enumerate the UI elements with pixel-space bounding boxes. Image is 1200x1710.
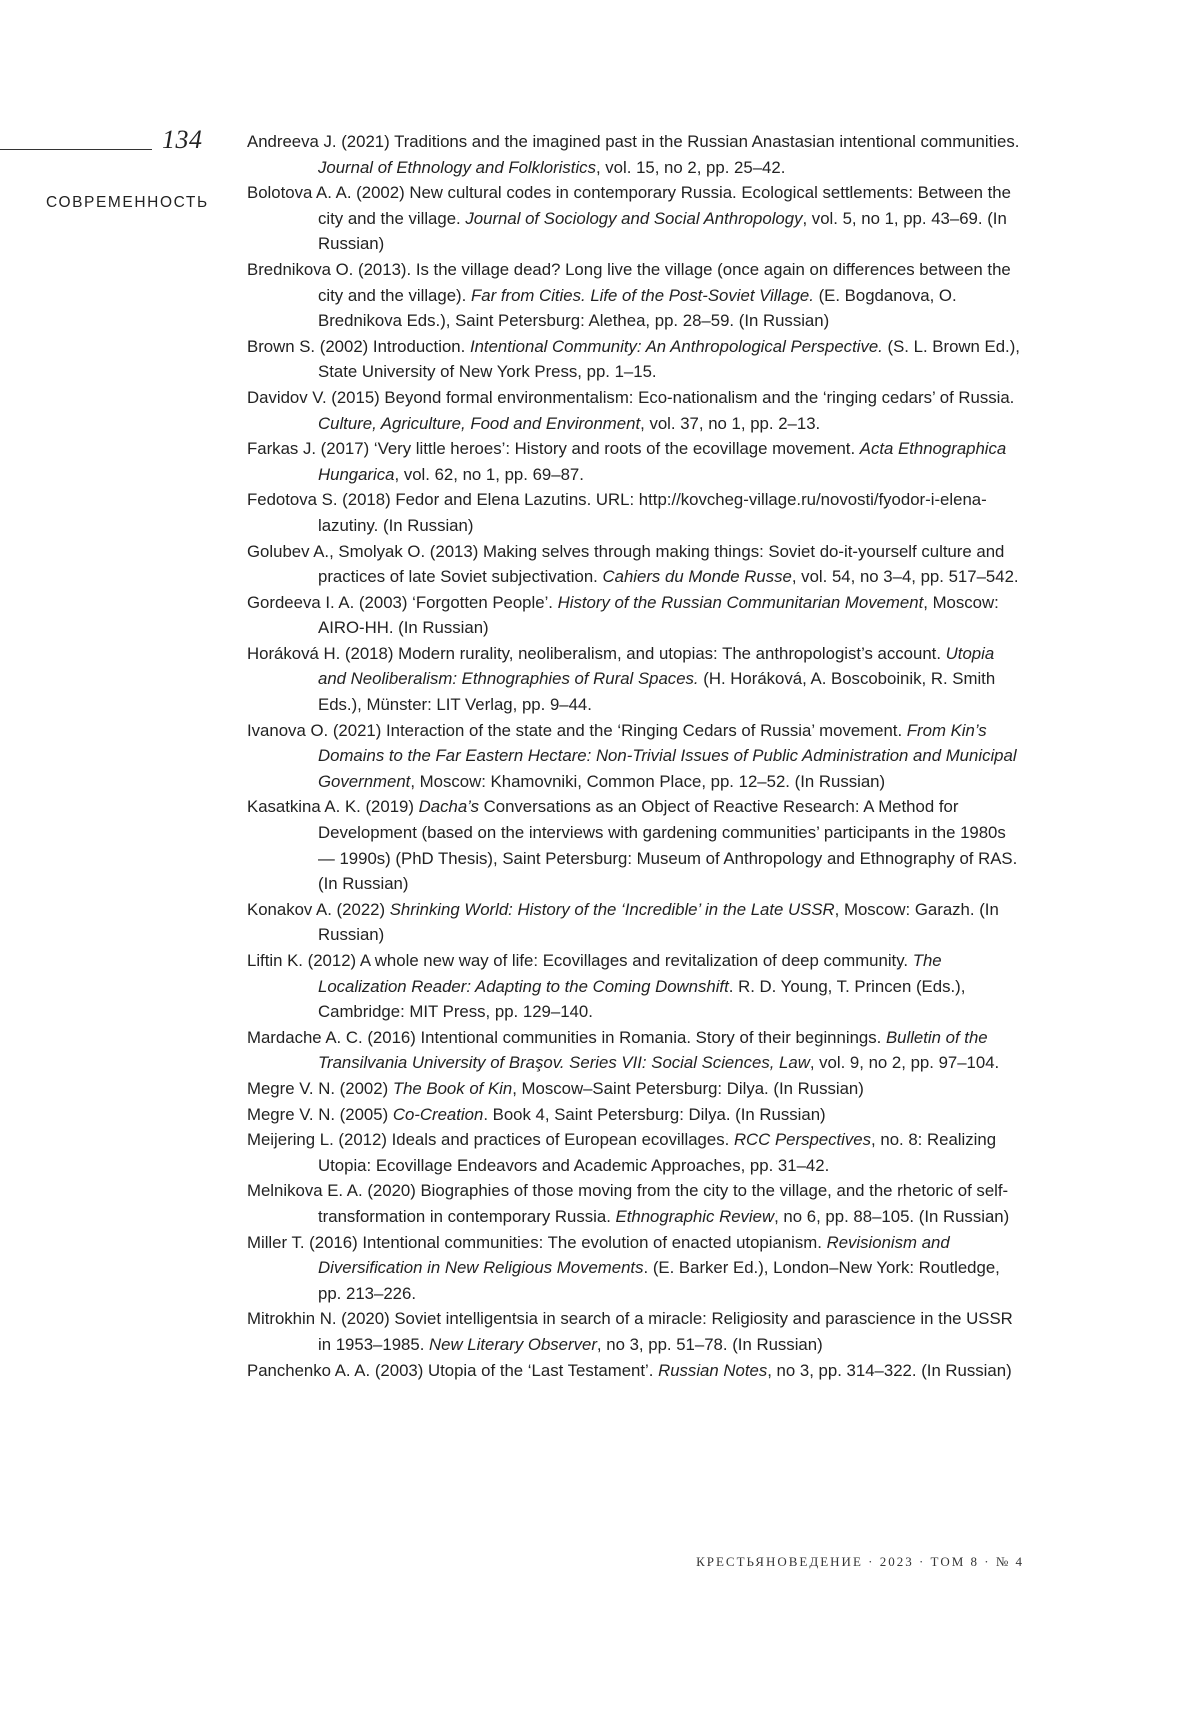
reference-item bbox=[247, 334, 1024, 385]
reference-text: Brednikova O. (2013). Is the village dead? Long live the village (once again on differences between the city and the village). bbox=[247, 259, 1011, 305]
reference-source-title: Journal of Sociology and Social Anthropology bbox=[465, 208, 803, 228]
reference-text: Fedotova S. (2018) Fedor and Elena Lazutins. URL: http://kovcheg-village.ru/novosti/fyodor-i-elena-lazutiny. (In Russian) bbox=[247, 490, 987, 535]
reference-text: Bolotova A. A. (2002) New cultural codes in contemporary Russia. Ecological settlements: Between the city and the village. bbox=[247, 183, 1011, 228]
reference-text: Ivanova O. (2021) Interaction of the state and the ‘Ringing Cedars of Russia’ movement. bbox=[247, 720, 907, 740]
reference-text: Liftin K. (2012) A whole new way of life: Ecovillages and revitalization of deep community. bbox=[247, 951, 913, 970]
reference-text: Gordeeva I. A. (2003) ‘Forgotten People’. bbox=[247, 592, 558, 612]
reference-details: . Book 4, Saint Petersburg: Dilya. (In Russian) bbox=[483, 1104, 826, 1124]
reference-item bbox=[247, 897, 1024, 948]
reference-source-title: The Book of Kin bbox=[392, 1078, 513, 1098]
reference-text: Panchenko A. A. (2003) Utopia of the ‘Last Testament’. bbox=[247, 1360, 659, 1380]
reference-details: (H. Horáková, A. Boscoboinik, R. Smith Eds.), Münster: LIT Verlag, pp. 9–44. bbox=[318, 669, 996, 715]
reference-item bbox=[247, 539, 1024, 590]
reference-details: . R. D. Young, T. Princen (Eds.), Cambridge: MIT Press, pp. 129–140. bbox=[318, 976, 966, 1022]
reference-details: , vol. 37, no 1, pp. 2–13. bbox=[640, 413, 821, 433]
reference-details: , Moscow: AIRO-HH. (In Russian) bbox=[318, 592, 999, 638]
reference-source-title: History of the Russian Communitarian Movement bbox=[557, 592, 924, 612]
reference-text: Brown S. (2002) Introduction. bbox=[247, 336, 470, 356]
reference-details: , Moscow–Saint Petersburg: Dilya. (In Russian) bbox=[512, 1078, 864, 1098]
reference-details: . (E. Barker Ed.), London–New York: Routledge, pp. 213–226. bbox=[318, 1258, 1000, 1303]
reference-text: Meijering L. (2012) Ideals and practices of European ecovillages. bbox=[247, 1130, 734, 1150]
reference-details: (S. L. Brown Ed.), State University of New York Press, pp. 1–15. bbox=[318, 336, 1020, 382]
reference-text: Mardache A. C. (2016) Intentional communities in Romania. Story of their beginnings. bbox=[247, 1027, 886, 1047]
reference-details: , vol. 62, no 1, pp. 69–87. bbox=[394, 464, 584, 484]
reference-text: Andreeva J. (2021) Traditions and the imagined past in the Russian Anastasian intentional communities. bbox=[247, 132, 1020, 151]
reference-details: , no 3, pp. 51–78. (In Russian) bbox=[596, 1334, 823, 1354]
reference-source-title: Revisionism and Diversification in New Religious Movements bbox=[318, 1232, 950, 1278]
reference-source-title: Bulletin of the Transilvania University of Braşov. Series VII: Social Sciences, Law bbox=[318, 1027, 988, 1073]
reference-source-title: Cahiers du Monde Russe bbox=[602, 567, 792, 587]
reference-source-title: The Localization Reader: Adapting to the Coming Downshift bbox=[318, 951, 942, 996]
reference-item bbox=[247, 948, 1024, 1025]
reference-item bbox=[247, 129, 1024, 180]
reference-text: Konakov A. (2022) bbox=[247, 899, 390, 919]
reference-source-title: RCC Perspectives bbox=[733, 1130, 872, 1150]
reference-details: Conversations as an Object of Reactive Research: A Method for Development (based on the interviews with gardening communities’ participants in the 1980s — 1990s) (PhD Thesis), Saint Petersburg: Museum of Anthropology and Ethnography of RAS. (In Russian) bbox=[318, 797, 1018, 894]
reference-item bbox=[247, 1102, 1024, 1128]
reference-item bbox=[247, 641, 1024, 718]
reference-item bbox=[247, 1025, 1024, 1076]
reference-details: , no 6, pp. 88–105. (In Russian) bbox=[774, 1206, 1010, 1226]
reference-source-title: Shrinking World: History of the ‘Incredible’ in the Late USSR bbox=[389, 899, 835, 919]
reference-details: , vol. 9, no 2, pp. 97–104. bbox=[809, 1053, 1000, 1073]
header-rule bbox=[0, 149, 152, 150]
reference-item bbox=[247, 1127, 1024, 1178]
reference-text: Melnikova E. A. (2020) Biographies of those moving from the city to the village, and the rhetoric of self-transformation in contemporary Russia. bbox=[247, 1181, 1009, 1226]
section-label: СОВРЕМЕННОСТЬ bbox=[46, 194, 209, 211]
reference-item bbox=[247, 1230, 1024, 1307]
reference-source-title: Acta Ethnographica Hungarica bbox=[318, 439, 1007, 484]
reference-item bbox=[247, 1076, 1024, 1102]
reference-source-title: Dacha’s bbox=[418, 797, 479, 817]
reference-details: , vol. 5, no 1, pp. 43–69. (In Russian) bbox=[318, 208, 1007, 254]
page-number: 134 bbox=[162, 125, 203, 154]
reference-item bbox=[247, 180, 1024, 257]
reference-text: Megre V. N. (2002) bbox=[247, 1078, 393, 1098]
reference-text: Golubev A., Smolyak O. (2013) Making selves through making things: Soviet do-it-yourself culture and practices of late Soviet subjectivation. bbox=[247, 541, 1005, 587]
reference-item bbox=[247, 1178, 1024, 1229]
reference-details: , Moscow: Khamovniki, Common Place, pp. 12–52. (In Russian) bbox=[410, 771, 886, 791]
reference-item bbox=[247, 385, 1024, 436]
reference-item bbox=[247, 590, 1024, 641]
reference-list bbox=[247, 129, 1024, 1383]
reference-details: , no 3, pp. 314–322. (In Russian) bbox=[767, 1360, 1012, 1380]
reference-source-title: Journal of Ethnology and Folkloristics bbox=[318, 157, 596, 177]
journal-footer: КРЕСТЬЯНОВЕДЕНИЕ · 2023 · ТОМ 8 · № 4 bbox=[696, 1554, 1024, 1569]
reference-details: , no. 8: Realizing Utopia: Ecovillage Endeavors and Academic Approaches, pp. 31–42. bbox=[318, 1130, 997, 1175]
reference-source-title: Utopia and Neoliberalism: Ethnographies of Rural Spaces. bbox=[318, 643, 995, 689]
reference-item bbox=[247, 487, 1024, 538]
reference-source-title: From Kin’s Domains to the Far Eastern Hectare: Non-Trivial Issues of Public Administration and Municipal Government bbox=[318, 720, 1017, 791]
reference-details: (E. Bogdanova, O. Brednikova Eds.), Saint Petersburg: Alethea, pp. 28–59. (In Russian) bbox=[318, 285, 957, 331]
reference-text: Mitrokhin N. (2020) Soviet intelligentsia in search of a miracle: Religiosity and parascience in the USSR in 1953–1985. bbox=[247, 1309, 1013, 1354]
reference-item bbox=[247, 1306, 1024, 1357]
reference-source-title: Far from Cities. Life of the Post-Soviet Village. bbox=[470, 285, 814, 305]
reference-item bbox=[247, 718, 1024, 795]
reference-source-title: Russian Notes bbox=[658, 1360, 768, 1380]
reference-details: , vol. 54, no 3–4, pp. 517–542. bbox=[791, 567, 1019, 587]
reference-text: Farkas J. (2017) ‘Very little heroes’: History and roots of the ecovillage movement. bbox=[247, 439, 860, 459]
reference-text: Miller T. (2016) Intentional communities: The evolution of enacted utopianism. bbox=[247, 1232, 827, 1252]
reference-text: Megre V. N. (2005) bbox=[247, 1104, 393, 1124]
reference-details: , vol. 15, no 2, pp. 25–42. bbox=[595, 157, 786, 177]
reference-source-title: Co-Creation bbox=[392, 1104, 484, 1124]
reference-item bbox=[247, 436, 1024, 487]
reference-source-title: Intentional Community: An Anthropological Perspective. bbox=[469, 336, 883, 356]
reference-item bbox=[247, 257, 1024, 334]
reference-text: Kasatkina A. K. (2019) bbox=[247, 797, 419, 817]
reference-source-title: Ethnographic Review bbox=[615, 1206, 775, 1226]
reference-text: Davidov V. (2015) Beyond formal environmentalism: Eco-nationalism and the ‘ringing cedars’ of Russia. bbox=[247, 387, 1015, 407]
reference-source-title: Culture, Agriculture, Food and Environment bbox=[318, 413, 641, 433]
reference-item bbox=[247, 794, 1024, 896]
reference-item bbox=[247, 1358, 1024, 1384]
reference-details: , Moscow: Garazh. (In Russian) bbox=[318, 899, 999, 945]
reference-source-title: New Literary Observer bbox=[429, 1334, 597, 1354]
reference-text: Horáková H. (2018) Modern rurality, neoliberalism, and utopias: The anthropologist’s account. bbox=[247, 643, 946, 663]
